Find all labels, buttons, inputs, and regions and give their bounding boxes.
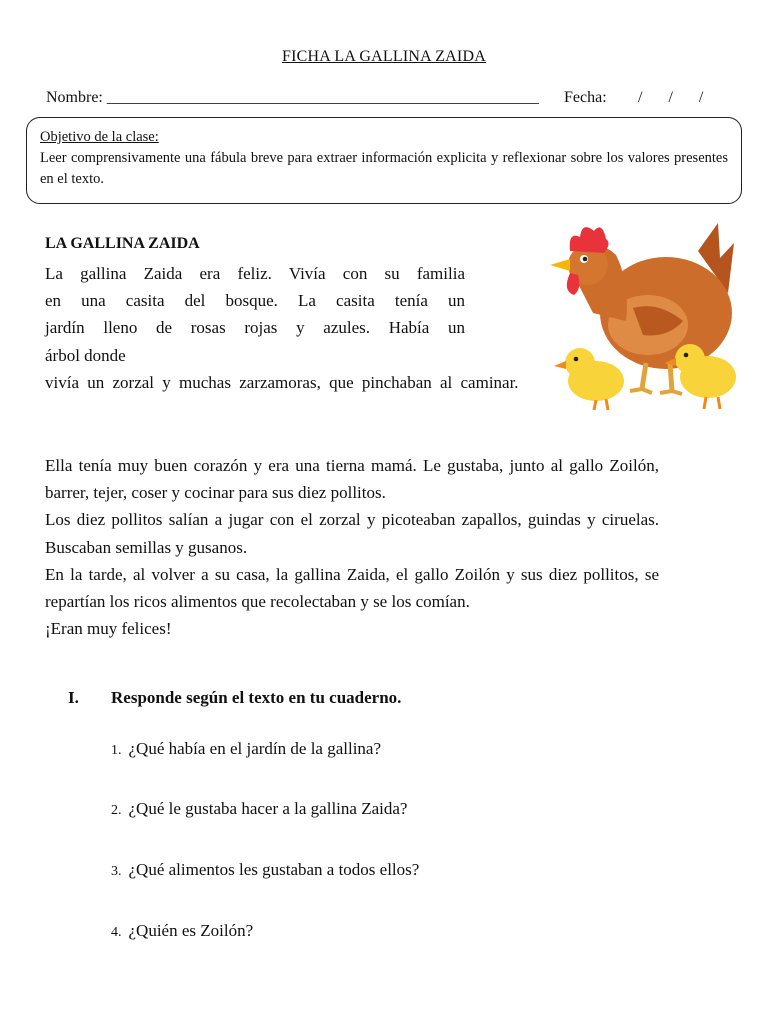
date-label: Fecha:: [564, 89, 607, 106]
question-text: ¿Qué había en el jardín de la gallina?: [128, 739, 382, 758]
story-paragraph-1-end: vivía un zorzal y muchas zarzamoras, que pinchaban al caminar.: [45, 373, 519, 392]
date-slashes: / / /: [638, 89, 704, 106]
story-paragraph-5: ¡Eran muy felices!: [45, 619, 172, 639]
section-number: I.: [68, 688, 79, 707]
question-item: [111, 739, 381, 759]
story-paragraph-1: [45, 260, 465, 369]
story-paragraph-2: Ella tenía muy buen corazón y era una tierna mamá. Le gustaba, junto al gallo Zoilón, barrer, tejer, coser y cocinar para sus diez pollitos.: [45, 456, 659, 503]
question-text: ¿Quién es Zoilón?: [128, 921, 254, 940]
story-body: [45, 452, 659, 642]
story-line: jardín lleno de rosas rojas y azules. Había un: [45, 318, 465, 338]
story-paragraph-3: Los diez pollitos salían a jugar con el zorzal y picoteaban zapallos, guindas y ciruelas. Buscaban semillas y gusanos.: [45, 510, 659, 557]
objective-text: Leer comprensivamente una fábula breve para extraer información explicita y reflexionar sobre los valores presentes en el texto.: [40, 150, 728, 187]
section-title: Responde según el texto en tu cuaderno.: [111, 688, 402, 707]
story-line: La gallina Zaida era feliz. Vivía con su familia: [45, 264, 465, 283]
story-title: LA GALLINA ZAIDA: [45, 235, 200, 252]
worksheet-title: FICHA LA GALLINA ZAIDA: [282, 48, 486, 65]
name-label: Nombre: ______________________________________________________: [46, 89, 539, 106]
story-paragraph-4: En la tarde, al volver a su casa, la gallina Zaida, el gallo Zoilón y sus diez pollitos, se repartían los ricos alimentos que recolectaban y se los comían.: [45, 564, 659, 612]
question-item: [111, 921, 253, 941]
name-date-line: [46, 89, 716, 107]
question-number: 2.: [111, 803, 122, 818]
hen-with-chicks-icon: [548, 213, 738, 415]
story-line: en una casita del bosque. La casita tenía un: [45, 291, 465, 311]
question-number: 1.: [111, 743, 122, 758]
question-text: ¿Qué le gustaba hacer a la gallina Zaida?: [128, 799, 408, 818]
question-item: [111, 799, 407, 819]
story-line: árbol donde: [45, 345, 126, 365]
question-text: ¿Qué alimentos les gustaban a todos ellos?: [128, 860, 420, 879]
question-number: 3.: [111, 864, 122, 879]
objective-box: [26, 117, 742, 204]
question-item: [111, 860, 419, 880]
question-number: 4.: [111, 925, 122, 940]
objective-title: Objetivo de la clase:: [40, 129, 159, 145]
